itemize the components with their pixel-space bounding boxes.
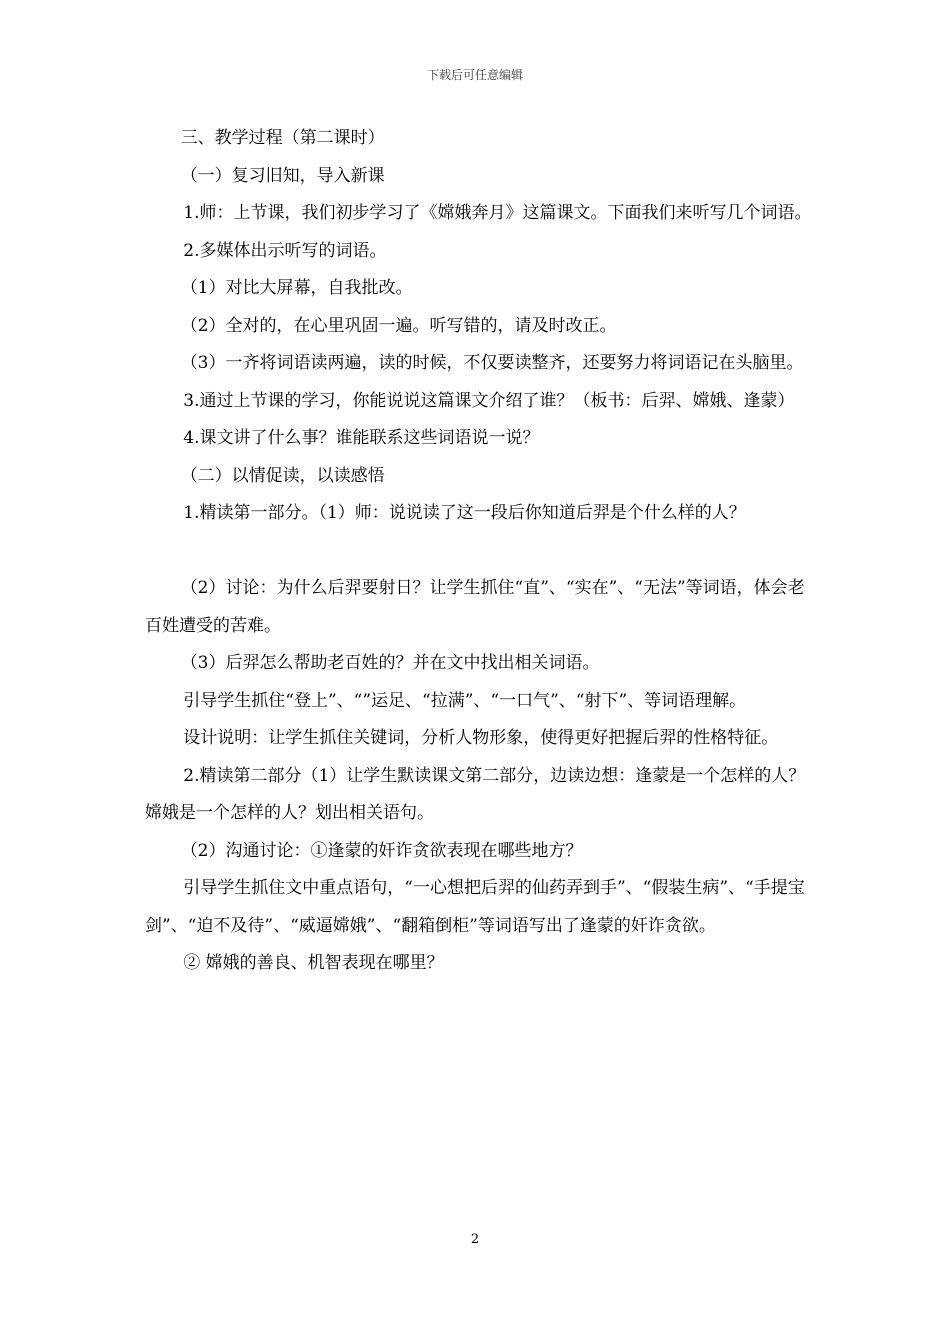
paragraph: 3.通过上节课的学习，你能说说这篇课文介绍了谁？（板书：后羿、嫦娥、逢蒙） xyxy=(183,390,795,411)
paragraph: （2）全对的，在心里巩固一遍。听写错的，请及时改正。 xyxy=(180,315,617,336)
page-header: 下载后可任意编辑 xyxy=(426,68,523,82)
paragraph: （1）对比大屏幕，自我批改。 xyxy=(180,278,413,298)
paragraph: （2）讨论：为什么后羿要射日？让学生抓住“直”、“实在”、“无法”等词语，体会老百姓遭受的苦难。 xyxy=(145,578,805,636)
paragraph: 4.课文讲了什么事？谁能联系这些词语说一说？ xyxy=(183,428,540,448)
subsection-heading: （一）复习旧知，导入新课 xyxy=(180,165,385,186)
paragraph: （2）沟通讨论：①逢蒙的奸诈贪欲表现在哪些地方？ xyxy=(180,840,583,861)
paragraph: 引导学生抓住“登上”、“”运足、“拉满”、“一口气”、“射下”、等词语理解。 xyxy=(183,690,747,711)
paragraph: 1.精读第一部分。（1）师：说说读了这一段后你知道后羿是个什么样的人？ xyxy=(183,503,746,523)
paragraph: 2.多媒体出示听写的词语。 xyxy=(183,240,387,261)
document-body xyxy=(145,120,820,983)
paragraph: 引导学生抓住文中重点语句，“一心想把后羿的仙药弄到手”、“假装生病”、“手提宝剑”、“迫不及待”、“威逼嫦娥”、“翻箱倒柜”等词语写出了逢蒙的奸诈贪欲。 xyxy=(145,878,805,936)
paragraph: 2.精读第二部分（1）让学生默读课文第二部分，边读边想：逢蒙是一个怎样的人？嫦娥是一个怎样的人？划出相关语句。 xyxy=(145,765,806,823)
subsection-heading: （二）以情促读，以读感悟 xyxy=(180,465,385,486)
paragraph: （3）后羿怎么帮助老百姓的？并在文中找出相关词语。 xyxy=(180,653,600,673)
page-number: 2 xyxy=(470,1232,480,1247)
paragraph: ② 嫦娥的善良、机智表现在哪里？ xyxy=(183,953,444,973)
paragraph: 1.师：上节课，我们初步学习了《嫦娥奔月》这篇课文。下面我们来听写几个词语。 xyxy=(183,203,812,223)
paragraph: （3）一齐将词语读两遍，读的时候，不仅要读整齐，还要努力将词语记在头脑里。 xyxy=(180,353,804,373)
paragraph: 设计说明：让学生抓住关键词，分析人物形象，使得更好把握后羿的性格特征。 xyxy=(183,728,779,748)
section-heading: 三、教学过程（第二课时） xyxy=(180,128,385,148)
